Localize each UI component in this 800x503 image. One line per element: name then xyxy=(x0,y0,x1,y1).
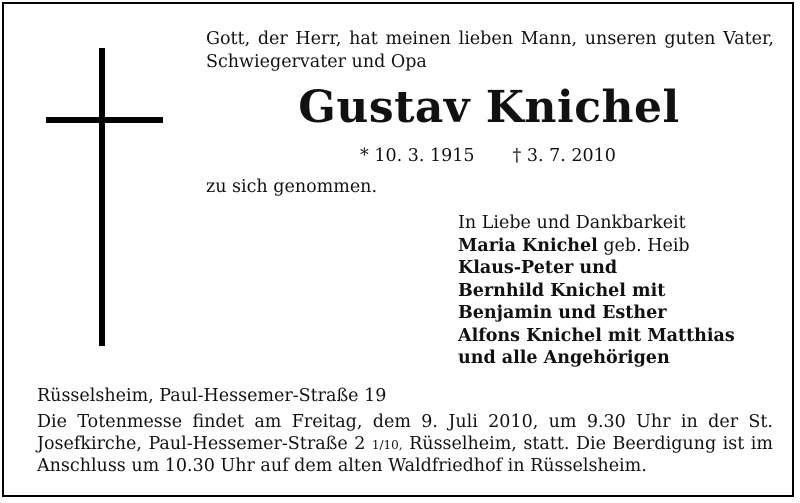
mourner-line: Klaus-Peter und xyxy=(458,258,618,278)
service-text-1: Die Totenmesse findet am Freitag, dem 9. Juli 2010, um 9.30 Uhr in der St. Josefkirche, Paul-Hessemer-Straße 2 xyxy=(37,412,773,454)
house-number-fraction: 1/10, xyxy=(371,437,403,452)
birth-date: * 10. 3. 1915 xyxy=(360,146,475,166)
intro-text xyxy=(206,28,774,74)
mourners-block xyxy=(458,212,735,370)
wife-suffix: geb. Heib xyxy=(597,235,690,256)
mourner-wife xyxy=(458,235,735,258)
wife-name: Maria Knichel xyxy=(458,235,598,256)
intro-line-2: Schwiegervater und Opa xyxy=(206,52,427,72)
mourners-heading: In Liebe und Dankbarkeit xyxy=(458,213,686,233)
mourner-line: und alle Angehörigen xyxy=(458,348,670,368)
service-details xyxy=(37,412,773,478)
taken-text: zu sich genommen. xyxy=(206,177,378,197)
death-date: † 3. 7. 2010 xyxy=(512,146,616,166)
obituary-notice xyxy=(2,2,794,497)
intro-line-1: Gott, der Herr, hat meinen lieben Mann, unseren guten Vater, xyxy=(206,29,774,49)
life-dates xyxy=(360,146,616,166)
service-text-2: Rüsselheim, statt. Die Beerdigung ist im Anschluss um 10.30 Uhr auf dem alten Waldfriedhof in Rüsselsheim. xyxy=(37,433,773,476)
cross-icon xyxy=(99,48,105,346)
address: Rüsselsheim, Paul-Hessemer-Straße 19 xyxy=(37,386,387,406)
mourner-line: Benjamin und Esther xyxy=(458,303,667,323)
mourner-line: Alfons Knichel mit Matthias xyxy=(458,325,735,346)
mourner-line: Bernhild Knichel mit xyxy=(458,280,666,301)
cross-icon-bar xyxy=(46,117,163,123)
deceased-name: Gustav Knichel xyxy=(298,82,680,133)
